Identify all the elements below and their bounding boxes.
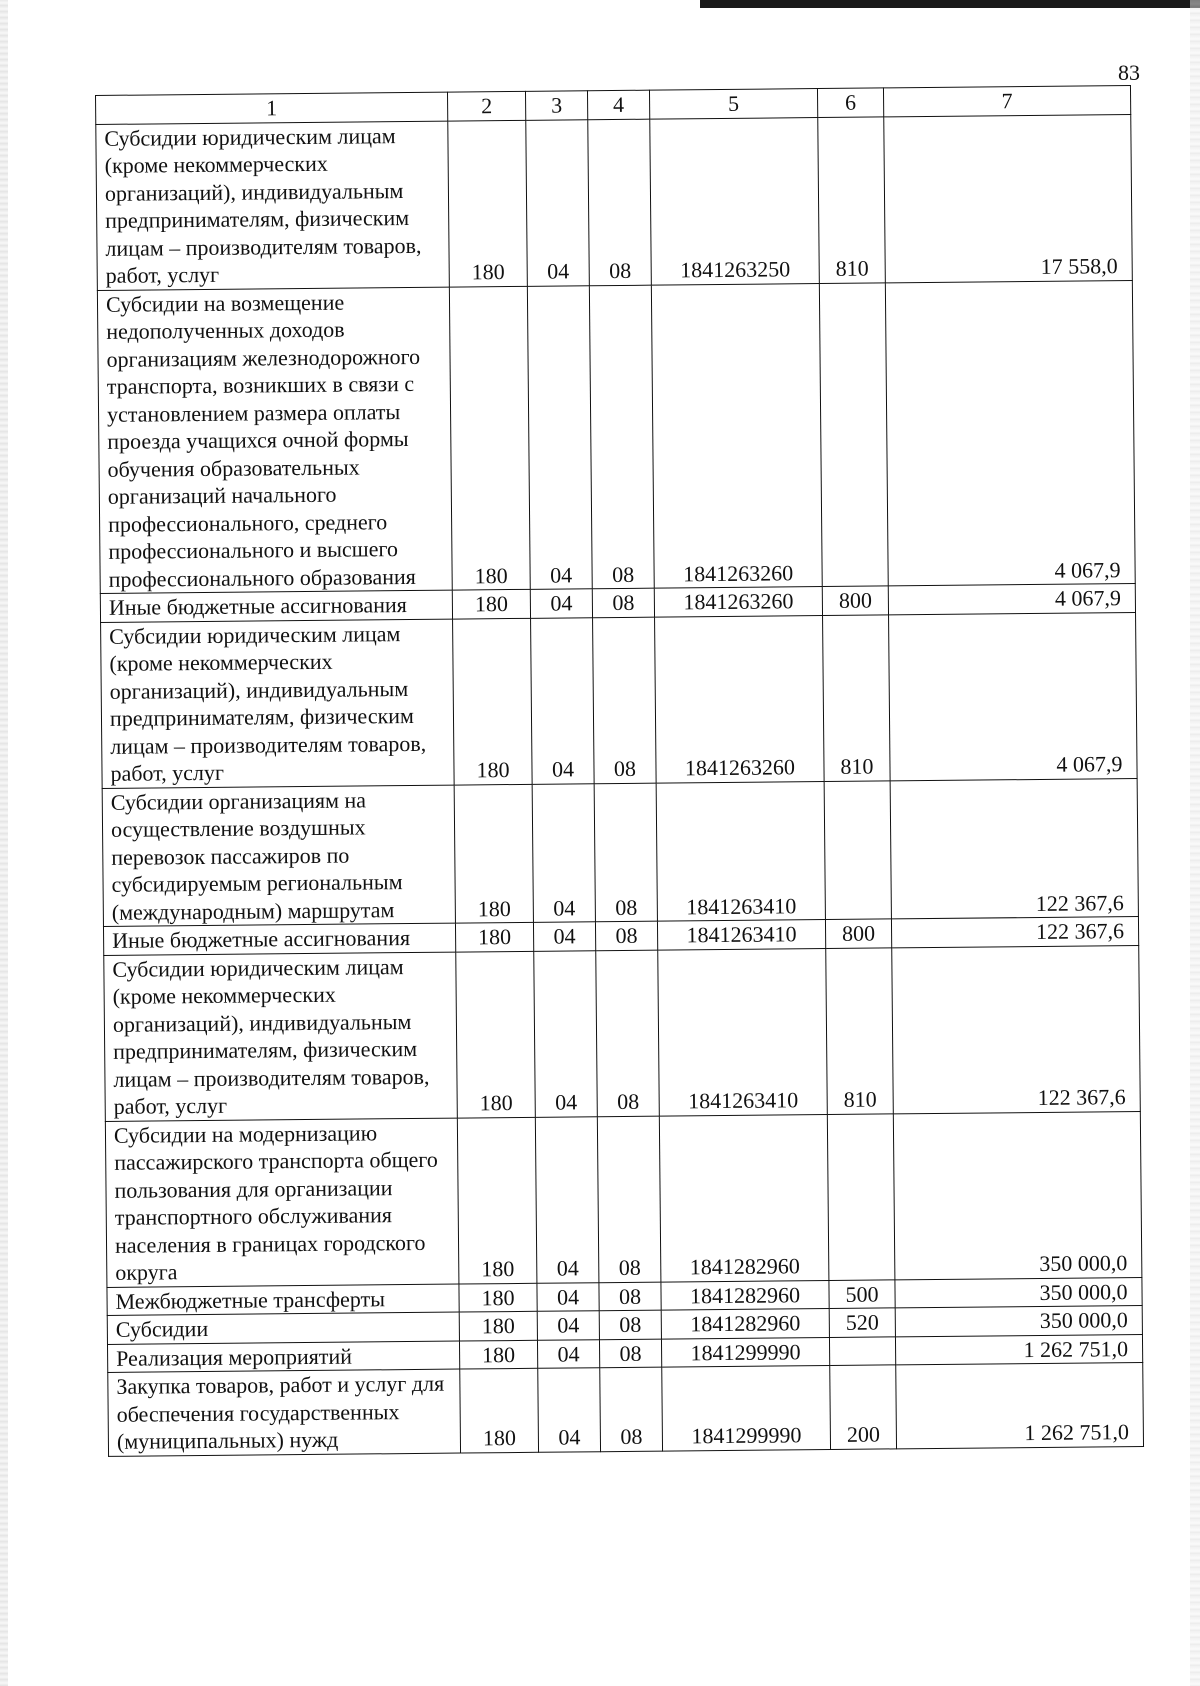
row-code-5: 1841263410: [658, 948, 828, 1116]
row-code-4: 08: [599, 1339, 661, 1368]
row-amount: 4 067,9: [885, 280, 1135, 586]
row-code-5: 1841263260: [654, 587, 822, 617]
top-edge-rule: [700, 0, 1200, 8]
row-name: Субсидии на возмещение недополученных доходов организациям железнодорожного транспорта, возникших в связи с установлением размера оплаты проезда учащихся очной формы обучения образовательных организаций начального профессионального, среднего профессионального и высшего профессионального образования: [97, 287, 452, 594]
row-code-5: 1841282960: [661, 1280, 829, 1310]
row-code-2: 180: [459, 1283, 537, 1312]
row-code-5: 1841263260: [651, 283, 822, 588]
row-name: Реализация мероприятий: [107, 1341, 459, 1373]
table-row: [104, 945, 1141, 1121]
column-header: 7: [883, 86, 1130, 117]
row-code-3: 04: [527, 285, 592, 589]
row-amount: 350 000,0: [895, 1277, 1142, 1308]
row-code-3: 04: [530, 589, 592, 618]
row-amount: 1 262 751,0: [895, 1334, 1142, 1365]
row-amount: 4 067,9: [889, 612, 1138, 780]
row-name: Иные бюджетные ассигнования: [100, 590, 452, 622]
row-code-4: 08: [592, 588, 654, 617]
row-code-2: 180: [456, 951, 536, 1118]
row-code-2: 180: [448, 120, 528, 287]
row-code-6: [824, 780, 891, 919]
row-code-5: 1841263250: [650, 117, 820, 285]
row-code-6: 200: [830, 1365, 897, 1449]
row-code-3: 04: [537, 1282, 599, 1311]
row-code-3: 04: [532, 783, 595, 922]
row-amount: 17 558,0: [884, 114, 1133, 282]
row-name: Субсидии юридическим лицам (кроме некоммерческих организаций), индивидуальным предпринимателям, физическим лицам – производителям товаров, работ, услуг: [104, 952, 458, 1121]
left-scan-edge: [0, 0, 8, 1686]
row-code-4: 08: [595, 921, 657, 950]
row-code-3: 04: [533, 922, 595, 951]
row-code-3: 04: [535, 1116, 599, 1283]
row-code-6: [819, 282, 888, 586]
row-code-4: 08: [600, 1367, 663, 1451]
row-code-2: 180: [455, 922, 533, 951]
row-code-2: 180: [453, 618, 533, 785]
row-code-6: 810: [823, 614, 891, 781]
row-code-6: [827, 1113, 895, 1280]
budget-table: [95, 85, 1144, 1456]
row-code-4: 08: [593, 617, 657, 784]
row-code-4: 08: [594, 783, 657, 922]
row-code-3: 04: [537, 1339, 599, 1368]
row-code-3: 04: [531, 617, 595, 784]
right-scan-edge: [1190, 0, 1200, 1686]
row-amount: 122 367,6: [892, 945, 1141, 1113]
row-code-2: 180: [449, 286, 530, 590]
row-name: Субсидии на модернизацию пассажирского транспорта общего пользования для организации транспортного обслуживания населения в границах городского округа: [105, 1118, 459, 1287]
row-code-2: 180: [459, 1311, 537, 1340]
row-code-2: 180: [454, 784, 533, 923]
row-code-5: 1841263410: [656, 781, 825, 921]
row-code-5: 1841282960: [659, 1114, 829, 1282]
row-amount: 1 262 751,0: [896, 1363, 1144, 1449]
row-amount: 4 067,9: [888, 584, 1135, 615]
row-code-6: 800: [822, 586, 888, 615]
row-amount: 350 000,0: [895, 1306, 1142, 1337]
row-code-3: 04: [537, 1311, 599, 1340]
row-code-6: 810: [818, 116, 886, 283]
column-header: 1: [96, 92, 448, 124]
page-number: 83: [1118, 60, 1140, 85]
row-code-6: 810: [826, 947, 894, 1114]
row-name: Иные бюджетные ассигнования: [103, 923, 455, 955]
row-code-3: 04: [526, 119, 590, 286]
row-code-4: 08: [597, 1116, 661, 1283]
row-code-2: 180: [457, 1117, 537, 1284]
row-name: Субсидии юридическим лицам (кроме некоммерческих организаций), индивидуальным предпринимателям, физическим лицам – производителям товаров, работ, услуг: [101, 619, 455, 788]
table-row: [101, 612, 1138, 788]
table-row: [105, 1111, 1142, 1287]
column-header: 3: [525, 91, 587, 120]
row-name: Субсидии юридическим лицам (кроме некоммерческих организаций), индивидуальным предпринимателям, физическим лицам – производителям товаров, работ, услуг: [96, 121, 450, 290]
row-amount: 122 367,6: [890, 778, 1138, 919]
table-row: [102, 778, 1138, 926]
row-code-3: 04: [538, 1368, 601, 1452]
row-code-5: 1841282960: [661, 1309, 829, 1339]
row-code-4: 08: [599, 1282, 661, 1311]
row-amount: 350 000,0: [893, 1111, 1142, 1279]
row-code-5: 1841263410: [657, 920, 825, 950]
row-name: Субсидии: [107, 1312, 459, 1344]
row-code-6: 800: [825, 919, 891, 948]
row-code-6: 520: [829, 1308, 895, 1337]
table-row: [97, 280, 1135, 593]
row-code-2: 180: [460, 1368, 539, 1452]
row-code-4: 08: [588, 119, 652, 286]
row-name: Закупка товаров, работ и услуг для обеспечения государственных (муниципальных) нужд: [108, 1369, 461, 1456]
row-code-5: 1841263260: [655, 615, 825, 783]
row-code-2: 180: [459, 1340, 537, 1369]
row-code-4: 08: [599, 1310, 661, 1339]
table-row: [108, 1363, 1144, 1456]
row-code-3: 04: [534, 950, 598, 1117]
table-body: [96, 86, 1144, 1456]
row-code-6: [829, 1336, 895, 1365]
column-header: 4: [587, 90, 649, 119]
column-header: 6: [817, 88, 883, 117]
row-name: Субсидии организациям на осуществление воздушных перевозок пассажиров по субсидируемым региональным (международным) маршрутам: [102, 785, 455, 927]
row-name: Межбюджетные трансферты: [107, 1284, 459, 1316]
column-header: 2: [447, 91, 525, 120]
row-code-2: 180: [452, 589, 530, 618]
column-header: 5: [649, 89, 817, 119]
row-code-6: 500: [829, 1279, 895, 1308]
row-amount: 122 367,6: [891, 917, 1138, 948]
row-code-4: 08: [596, 950, 660, 1117]
table-row: [96, 114, 1133, 290]
row-code-5: 1841299990: [661, 1337, 829, 1367]
row-code-4: 08: [589, 285, 654, 589]
row-code-5: 1841299990: [662, 1366, 831, 1451]
